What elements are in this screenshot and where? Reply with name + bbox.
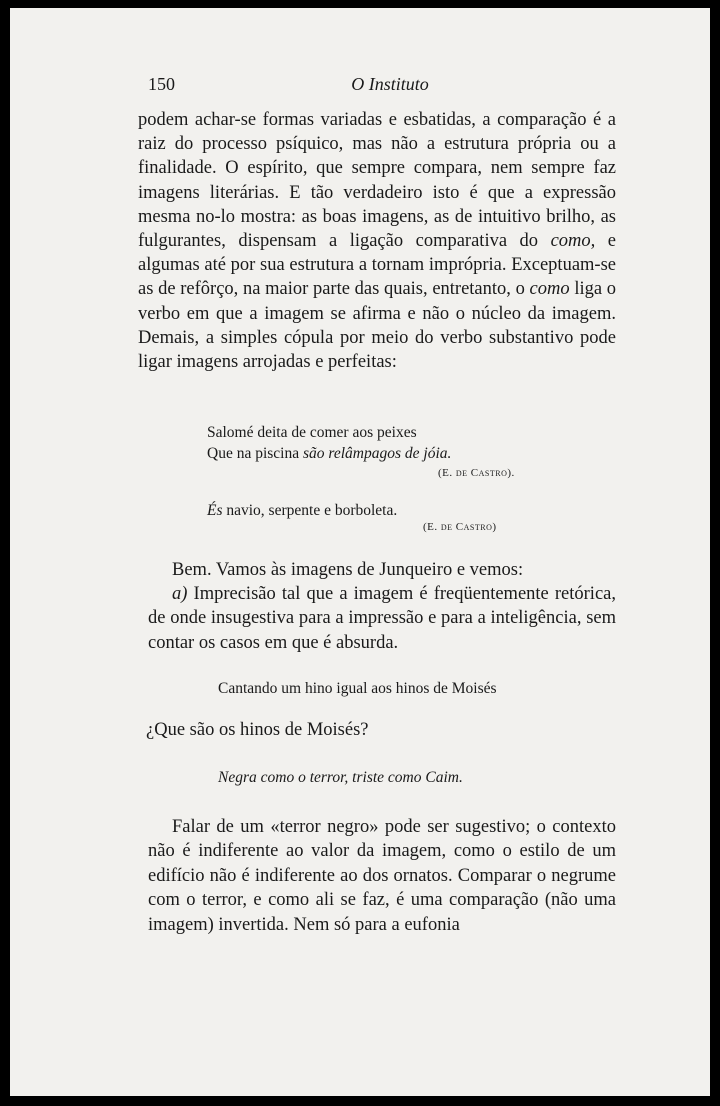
emphasis-como-2: como: [529, 279, 570, 300]
list-marker-a: a): [172, 584, 188, 604]
verse-quote-3: Cantando um hino igual aos hinos de Moisés: [218, 680, 497, 697]
verse-line: Que na piscina são relâmpagos de jóia.: [207, 445, 452, 462]
running-header: [148, 74, 632, 102]
paragraph-2-opening: Bem. Vamos às imagens de Junqueiro e vemos:: [172, 560, 524, 580]
verse-quote-4: Negra como o terror, triste como Caim.: [218, 769, 463, 786]
paragraph-1: podem achar-se formas variadas e esbatidas, a comparação é a raiz do processo psíquico, mas não a estrutura própria ou a finalidade. O espírito, que sempre compara, nem sempre faz imagens literárias. E tão verdadeiro isto é que a expressão mesma no-lo mostra: as boas imagens, as de intuitivo brilho, as fulgurantes, dispensam a ligação comparativa do como, e algumas até por sua estrutura a tornam imprópria. Exceptuam-se as de refôrço, na maior parte das quais, entretanto, o como liga o verbo em que a imagem se afirma e não o núcleo da imagem. Demais, a simples cópula por meio do verbo substantivo pode ligar imagens arrojadas e perfeitas:: [138, 110, 617, 373]
page-number: 150: [148, 74, 175, 94]
verse-line: Salomé deita de comer aos peixes: [207, 424, 417, 441]
paragraph-2: a) Imprecisão tal que a imagem é freqüentemente retórica, de onde insugestiva para a impressão e para a inteligência, sem contar os casos em que é absurda.: [148, 584, 616, 653]
verse-quote-1: [207, 422, 451, 464]
citation-1: (E. de Castro).: [438, 467, 515, 479]
paragraph-3: Falar de um «terror negro» pode ser sugestivo; o contexto não é indiferente ao valor da imagem, como o estilo de um edifício não é indiferente ao dos ornatos. Comparar o negrume com o terror, e como ali se faz, é uma comparação (não uma imagem) invertida. Nem só para a eufonia: [148, 817, 616, 935]
verse-line: És navio, serpente e borboleta.: [207, 502, 398, 519]
question-line: ¿Que são os hinos de Moisés?: [146, 720, 369, 740]
running-title: O Instituto: [351, 74, 429, 94]
verse-quote-2: [207, 500, 397, 521]
citation-2: (E. de Castro): [423, 521, 497, 533]
emphasis-como: como,: [550, 231, 596, 252]
